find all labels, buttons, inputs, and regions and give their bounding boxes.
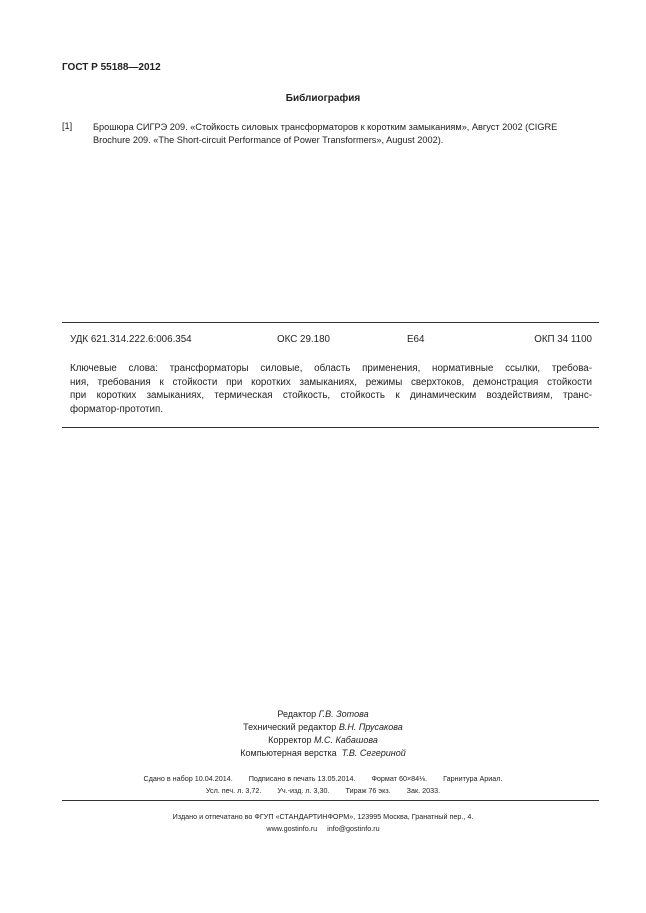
- bibliography-title: Библиография: [285, 93, 361, 104]
- pub-sheets: Уч.-изд. л. 3,30.: [277, 786, 330, 795]
- email-link[interactable]: info@gostinfo.ru: [327, 824, 380, 833]
- typeface: Гарнитура Ариал.: [443, 774, 503, 783]
- divider-middle: [62, 427, 599, 428]
- credits-block: [0, 708, 646, 760]
- keywords-line: Ключевые слова: трансформаторы силовые, область применения, нормативные ссылки, требова-: [70, 363, 592, 374]
- print-sheets: Усл. печ. л. 3,72.: [205, 786, 262, 795]
- divider-top: [62, 322, 599, 323]
- signed-date: Подписано в печать 13.05.2014.: [248, 774, 356, 783]
- publication-line-1: [0, 774, 646, 783]
- printer-contacts: [0, 824, 646, 833]
- printer-line: Издано и отпечатано во ФГУП «СТАНДАРТИНФОРМ», 123995 Москва, Гранатный пер., 4.: [172, 812, 474, 821]
- format: Формат 60×84⅛.: [371, 774, 428, 783]
- keywords-block: [70, 362, 592, 416]
- keywords-line: при коротких замыканиях, термическая стойкость, стойкость к динамическим воздействиям, транс-: [70, 390, 592, 402]
- oks-code: ОКС 29.180: [277, 334, 330, 345]
- submitted-date: Сдано в набор 10.04.2014.: [143, 774, 233, 783]
- reference-line-2: Brochure 209. «The Short-circuit Performance of Power Transformers», August 2002).: [93, 134, 444, 145]
- okp-code: ОКП 34 1100: [534, 334, 592, 345]
- e-code: E64: [407, 334, 425, 345]
- reference-text: [93, 121, 601, 146]
- order-number: Зак. 2033.: [406, 786, 441, 795]
- divider-bottom: [62, 800, 599, 801]
- layout-line: Компьютерная верстка Т.В. Сегериной: [240, 748, 406, 758]
- document-id: ГОСТ Р 55188—2012: [62, 62, 161, 73]
- tech-editor-line: Технический редактор В.Н. Прусакова: [243, 722, 403, 732]
- reference-number: [1]: [62, 121, 73, 131]
- publication-line-2: [0, 786, 646, 795]
- keywords-line: ния, требования к стойкости при коротких замыканиях, режимы сверхтоков, демонстрация стойкости: [70, 376, 592, 388]
- reference-line-1: Брошюра СИГРЭ 209. «Стойкость силовых трансформаторов к коротким замыканиям», Август 2002 (CIGRE: [93, 122, 558, 132]
- keywords-line: форматор-прототип.: [70, 403, 164, 415]
- website-link[interactable]: www.gostinfo.ru: [266, 824, 318, 833]
- udk-code: УДК 621.314.222.6:006.354: [70, 334, 192, 345]
- editor-line: Редактор Г.В. Зотова: [277, 709, 369, 719]
- corrector-line: Корректор М.С. Кабашова: [268, 735, 378, 745]
- circulation: Тираж 76 экз.: [345, 786, 391, 795]
